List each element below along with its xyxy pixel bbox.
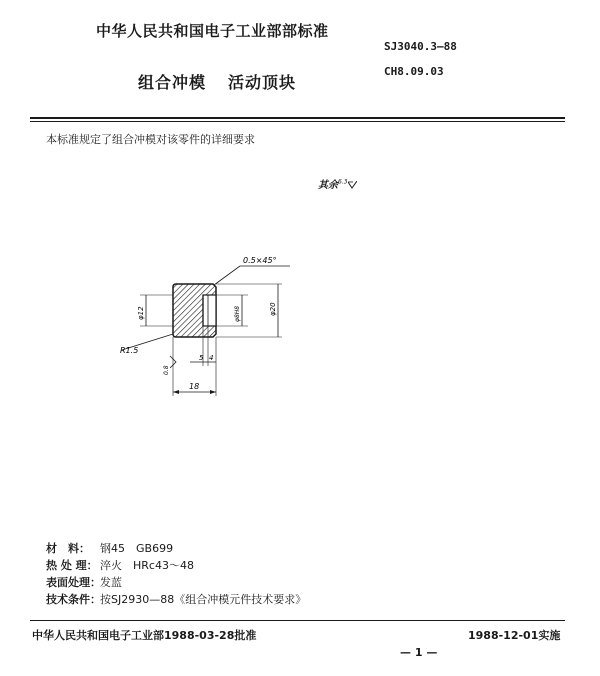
spec-material-value: 钢45 GB699 bbox=[100, 542, 174, 555]
spec-heat-treatment-label: 热 处 理： bbox=[46, 559, 98, 572]
footer-rule bbox=[30, 620, 565, 621]
dim-4: 4 bbox=[209, 354, 214, 362]
document-title bbox=[138, 70, 296, 93]
chamfer-leader bbox=[214, 266, 240, 285]
implementation-date: 1988-12-01实施 bbox=[468, 629, 561, 642]
dim-length: 18 bbox=[189, 382, 200, 391]
dim-dia-right: φ20 bbox=[269, 302, 277, 316]
classification-code: CH8.09.03 bbox=[384, 65, 444, 78]
intro-text: 本标准规定了组合冲模对该零件的详细要求 bbox=[46, 133, 255, 146]
dim-radius: R1.5 bbox=[120, 346, 139, 355]
approval-statement: 中华人民共和国电子工业部1988-03-28批准 bbox=[32, 629, 257, 642]
spec-material-label: 材 料： bbox=[46, 542, 90, 555]
issuing-organization: 中华人民共和国电子工业部部标准 bbox=[96, 22, 329, 40]
spec-surface-treatment-value: 发蓝 bbox=[100, 576, 122, 589]
spec-technical-conditions bbox=[46, 591, 306, 607]
spec-surface-treatment bbox=[46, 574, 122, 590]
roughness-note-value: 6.3 bbox=[338, 178, 348, 186]
title-sub: 活动顶块 bbox=[228, 73, 297, 92]
spec-heat-treatment-value: 淬火 HRc43～48 bbox=[100, 559, 194, 572]
title-main: 组合冲模 bbox=[138, 73, 207, 92]
spec-surface-treatment-label: 表面处理： bbox=[46, 576, 101, 589]
dim-dia-inner: φ8H8 bbox=[234, 305, 241, 322]
spec-heat-treatment bbox=[46, 557, 194, 573]
roughness-symbol-icon bbox=[348, 181, 357, 189]
roughness-value: 0.8 bbox=[163, 365, 170, 375]
header-rule-thin bbox=[30, 121, 565, 122]
page-number: — 1 — bbox=[400, 646, 438, 659]
dim-5: 5 bbox=[199, 354, 204, 362]
dim-dia-outer: φ12 bbox=[137, 306, 145, 320]
part-drawing bbox=[100, 242, 320, 408]
part-section bbox=[173, 284, 216, 337]
spec-material bbox=[46, 540, 173, 556]
roughness-note-label: 其余 bbox=[318, 180, 338, 191]
spec-technical-conditions-value: 按SJ2930—88《组合冲模元件技术要求》 bbox=[100, 593, 307, 606]
header-rule bbox=[30, 117, 565, 119]
chamfer-label: 0.5×45° bbox=[243, 256, 277, 265]
roughness-note bbox=[318, 176, 357, 191]
standard-code: SJ3040.3—88 bbox=[384, 40, 457, 53]
spec-technical-conditions-label: 技术条件： bbox=[46, 593, 101, 606]
